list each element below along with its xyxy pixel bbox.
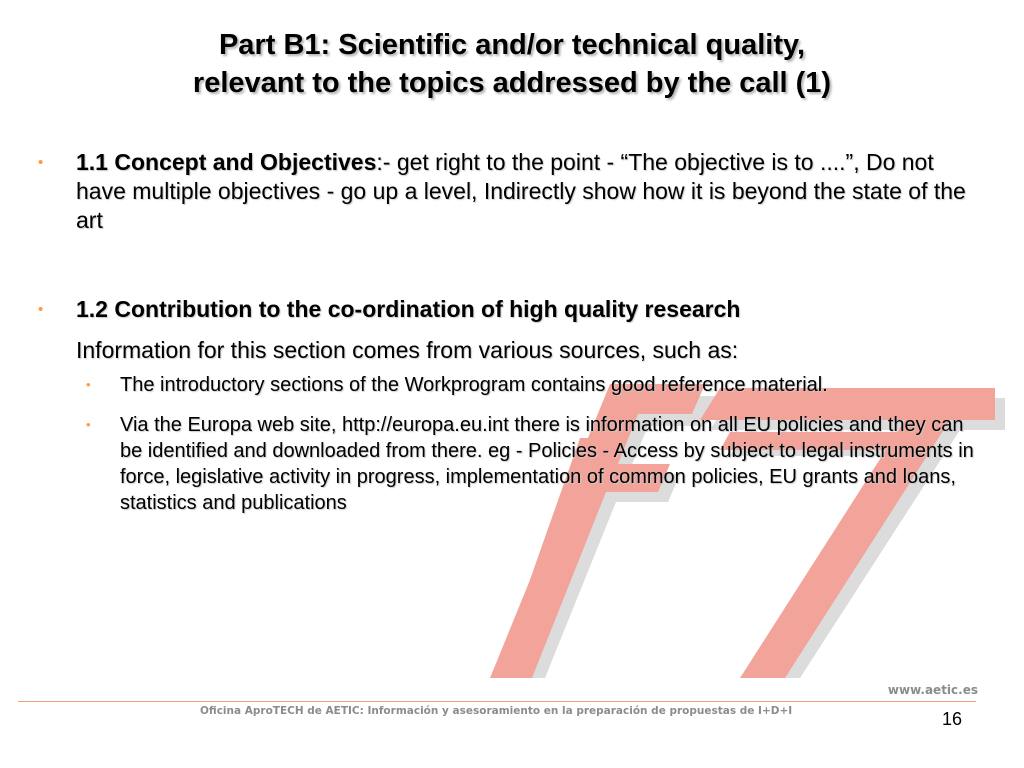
footer-divider <box>18 701 976 702</box>
bullet-dot-icon: • <box>38 301 44 318</box>
bullet-dot-icon: • <box>38 154 44 171</box>
slide-title-line-2: relevant to the topics addressed by the call (1) <box>192 67 832 99</box>
section-intro: Information for this section comes from various sources, such as: <box>76 337 739 363</box>
slide-content <box>38 148 978 516</box>
sub-bullet-dot-icon: • <box>86 417 91 432</box>
page-number: 16 <box>941 709 962 729</box>
bullet-contribution <box>38 295 978 324</box>
slide-title-line-1: Part B1: Scientific and/or technical quality, <box>218 29 806 61</box>
sub-bullet-dot-icon: • <box>86 377 91 392</box>
slide-title <box>60 26 964 102</box>
footer-url: www.aetic.es <box>887 683 978 697</box>
sub-bullet-europa <box>38 412 978 516</box>
sub-bullet-workprogram <box>38 372 978 398</box>
sub-bullet-text: The introductory sections of the Workprogram contains good reference material. <box>120 374 828 396</box>
bullet-concept-objectives <box>38 148 978 235</box>
footer-text: Oficina AproTECH de AETIC: Información y asesoramiento en la preparación de propuestas de I+D+I <box>200 705 793 717</box>
bullet-heading: 1.2 Contribution to the co-ordination of high quality research <box>76 296 741 322</box>
bullet-heading: 1.1 Concept and Objectives <box>76 149 377 175</box>
sub-bullet-text: Via the Europa web site, http://europa.eu.int there is information on all EU policies and they can be identified and downloaded from there. eg - Policies - Access by subject to legal instruments in force, legislative activity in progress, implementation of common policies, EU grants and loans, statistics and publications <box>120 414 974 514</box>
bullet-body: :- get right to the point - “The objective is to ....”, Do not have multiple objectives - go up a level, Indirectly show how it is beyond the state of the art <box>76 149 966 233</box>
